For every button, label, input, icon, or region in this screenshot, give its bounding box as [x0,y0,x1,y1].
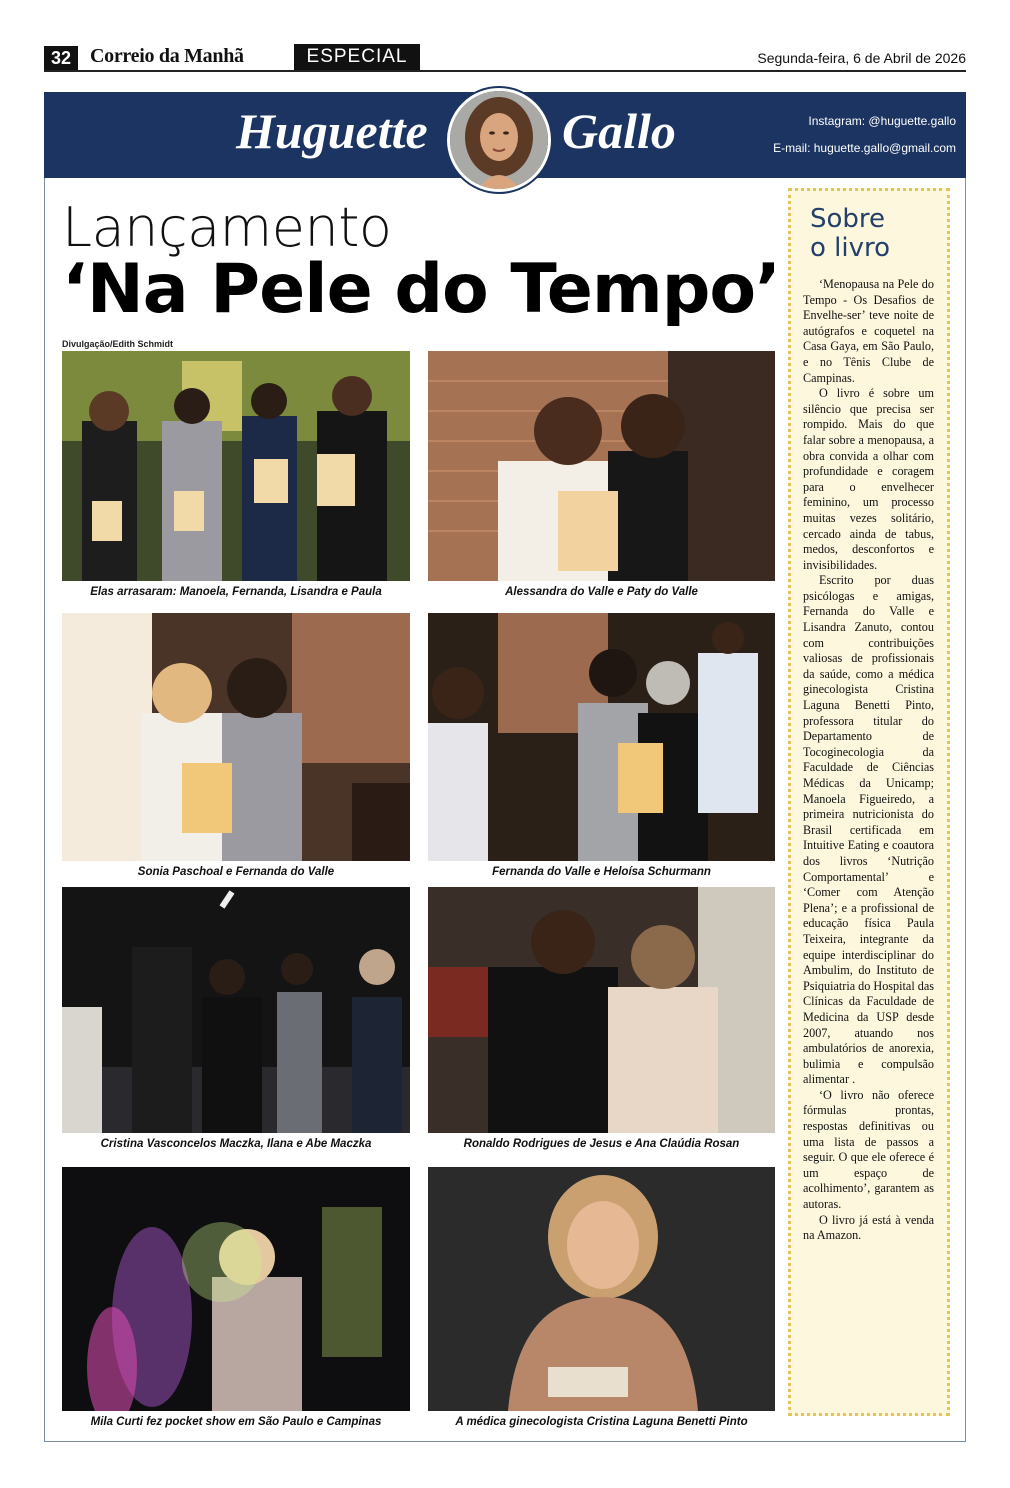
sidebar-body [803,277,934,1244]
sidebar-paragraph: O livro é sobre um silêncio que precisa ser rompido. Mais do que falar sobre a menopausa, a obra convida a olhar com profundidade e coragem para o envelhecer feminino, um processo muitas vezes solitário, cercado ainda de tabus, medos, desconfortos e invisibilidades. [803,386,934,572]
email-address: E-mail: huguette.gallo@gmail.com [773,141,956,155]
event-photo-6 [428,887,775,1133]
event-photo-8 [428,1167,775,1411]
columnist-last-name: Gallo [562,103,676,159]
caption-3: Sonia Paschoal e Fernanda do Valle [137,866,335,878]
instagram-handle: Instagram: @huguette.gallo [808,114,956,128]
section-label: ESPECIAL [294,44,420,70]
sidebar-paragraph: ‘O livro não oferece fórmulas prontas, respostas definitivas ou uma lista de passos a seguir. O que ele oferece é um espaço de acolhimento’, garantem as autoras. [803,1087,934,1212]
event-photo-3 [62,613,410,861]
event-photo-7 [62,1167,410,1411]
caption-1: Elas arrasaram: Manoela, Fernanda, Lisandra e Paula [90,586,382,598]
top-bar [44,44,966,72]
masthead: Correio da Manhã [90,45,244,67]
caption-4: Fernanda do Valle e Heloísa Schurmann [492,866,711,878]
caption-6: Ronaldo Rodrigues de Jesus e Ana Claúdia Rosan [463,1138,740,1150]
event-photo-1 [62,351,410,581]
dateline: Segunda-feira, 6 de Abril de 2026 [757,50,966,66]
caption-7: Mila Curti fez pocket show em São Paulo e Campinas [90,1416,382,1428]
sidebar-paragraph: O livro já está à venda na Amazon. [803,1212,934,1243]
event-photo-4 [428,613,775,861]
photo-credit: Divulgação/Edith Schmidt [62,339,174,349]
columnist-first-name: Huguette [236,103,428,159]
sidebar-paragraph: Escrito por duas psicólogas e amigas, Fernanda do Valle e Lisandra Zanuto, contou com contribuições valiosas de profissionais da saúde, como a médica ginecologista Cristina Laguna Benetti Pinto, professora titular do Departamento de Tocoginecologia da Faculdade de Ciências Médicas da Unicamp; Manoela Figueiredo, a primeira nutricionista do Brasil certificada em Intuitive Eating e coautora dos livros ‘Nutrição Comportamental’ e ‘Comer com Atenção Plena’; e a profissional de educação física Paula Teixeira, integrante da equipe interdisciplinar do Ambulim, do Instituto de Psiquiatria do Hospital das Clínicas da Faculdade de Medicina da USP desde 2007, atuando nos ambulatórios de anorexia, bulimia e compulsão alimentar . [803,573,935,1087]
headline-kicker: Lançamento [62,196,392,259]
caption-2: Alessandra do Valle e Paty do Valle [505,586,698,598]
sidebar-box [788,188,950,1416]
columnist-portrait [447,88,551,192]
caption-5: Cristina Vasconcelos Maczka, Ilana e Abe Maczka [100,1138,372,1150]
event-photo-5 [62,887,410,1133]
sidebar-paragraph: ‘Menopausa na Pele do Tempo - Os Desafios de Envelhe-ser’ teve noite de autógrafos e coquetel na Casa Gaya, em São Paulo, e no Tênis Clube de Campinas. [803,277,934,385]
sidebar-title-line1: Sobre [810,204,886,234]
sidebar-title [810,205,890,263]
headline-title: ‘Na Pele do Tempo’ [62,250,780,329]
page-number: 32 [44,46,78,70]
caption-8: A médica ginecologista Cristina Laguna Benetti Pinto [455,1416,748,1428]
sidebar-title-line2: o livro [810,233,891,263]
event-photo-2 [428,351,775,581]
